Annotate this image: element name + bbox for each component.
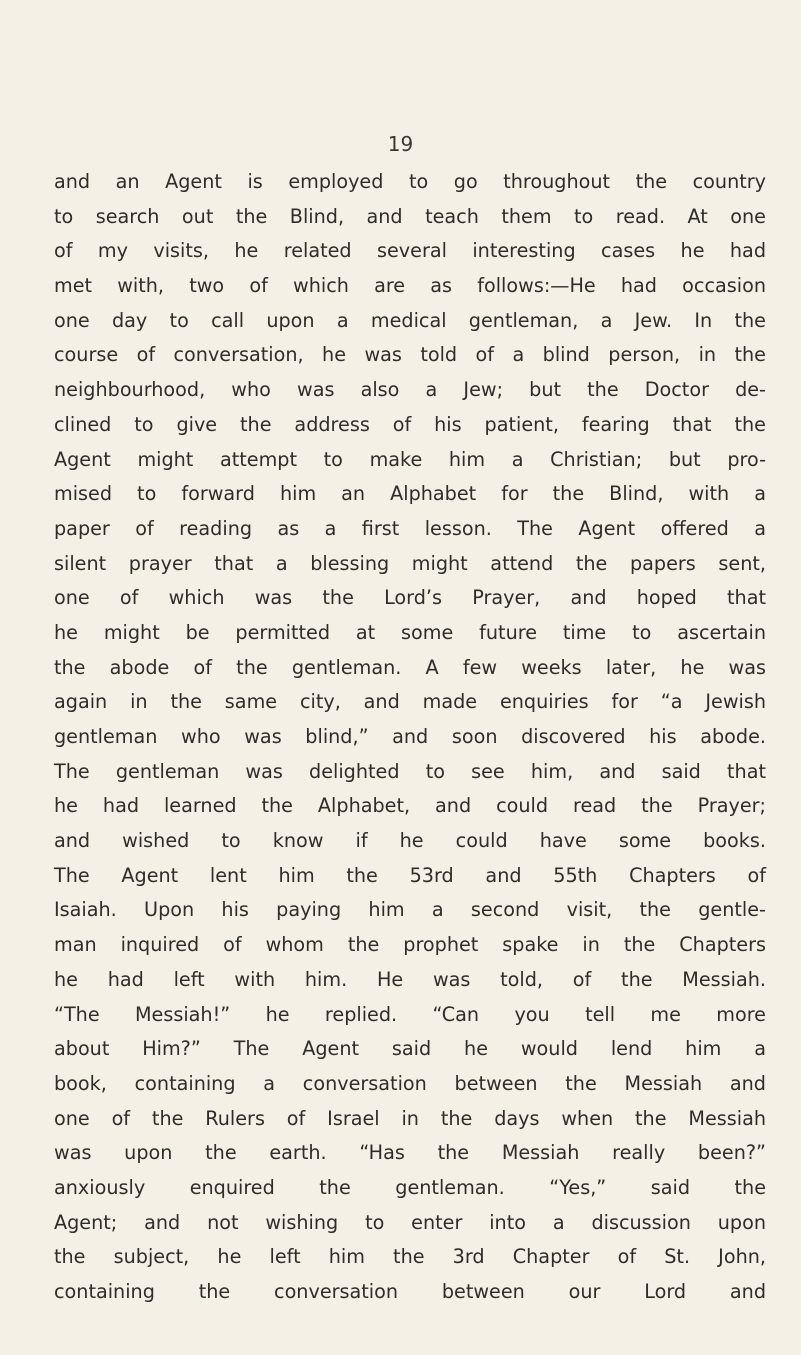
text-line: gentleman who was blind,” and soon discovered his abode. xyxy=(54,725,766,748)
text-line: silent prayer that a blessing might attend the papers sent, xyxy=(54,551,766,575)
text-line: anxiously enquired the gentleman. “Yes,” said the xyxy=(54,1175,766,1199)
text-line: Agent might attempt to make him a Christian; but pro- xyxy=(54,447,766,471)
text-line: met with, two of which are as follows:—He had occasion xyxy=(54,274,766,298)
text-line: book, containing a conversation between the Messiah and xyxy=(54,1071,766,1095)
text-line: of my visits, he related several interesting cases he had xyxy=(54,239,766,263)
text-line: Agent; and not wishing to enter into a discussion upon xyxy=(54,1210,766,1234)
text-line: about Him?” The Agent said he would lend him a xyxy=(54,1037,766,1061)
text-line: one day to call upon a medical gentleman, a Jew. In the xyxy=(54,308,766,332)
text-line: one of the Rulers of Israel in the days when the Messiah xyxy=(54,1106,766,1130)
text-line: mised to forward him an Alphabet for the Blind, with a xyxy=(54,482,766,506)
text-line: The Agent lent him the 53rd and 55th Chapters of xyxy=(54,863,766,887)
text-line: and wished to know if he could have some books. xyxy=(54,829,766,853)
text-line: The gentleman was delighted to see him, and said that xyxy=(54,759,766,783)
text-line: clined to give the address of his patient, fearing that the xyxy=(54,412,766,436)
text-line: the abode of the gentleman. A few weeks later, he was xyxy=(54,655,766,679)
text-line: the subject, he left him the 3rd Chapter of St. John, xyxy=(54,1245,766,1269)
text-line: paper of reading as a first lesson. The Agent offered a xyxy=(54,516,766,540)
text-line: man inquired of whom the prophet spake in the Chapters xyxy=(54,933,766,957)
text-line: course of conversation, he was told of a blind person, in the xyxy=(54,343,766,367)
body-text xyxy=(54,165,766,1310)
text-line: neighbourhood, who was also a Jew; but the Doctor de- xyxy=(54,378,766,402)
text-line: containing the conversation between our Lord and xyxy=(54,1280,766,1303)
text-line: to search out the Blind, and teach them to read. At one xyxy=(54,204,766,228)
text-line: he had left with him. He was told, of the Messiah. xyxy=(54,967,766,991)
text-line: he might be permitted at some future time to ascertain xyxy=(54,620,766,644)
text-line: one of which was the Lord’s Prayer, and hoped that xyxy=(54,586,766,610)
text-line: was upon the earth. “Has the Messiah really been?” xyxy=(54,1141,766,1165)
text-line: again in the same city, and made enquiries for “a Jewish xyxy=(54,690,766,714)
text-line: Isaiah. Upon his paying him a second visit, the gentle- xyxy=(54,898,766,922)
text-line: he had learned the Alphabet, and could read the Prayer; xyxy=(54,794,766,818)
text-line: and an Agent is employed to go throughout the country xyxy=(54,170,766,193)
text-line: “The Messiah!” he replied. “Can you tell me more xyxy=(54,1002,766,1026)
page-number: 19 xyxy=(387,132,414,156)
